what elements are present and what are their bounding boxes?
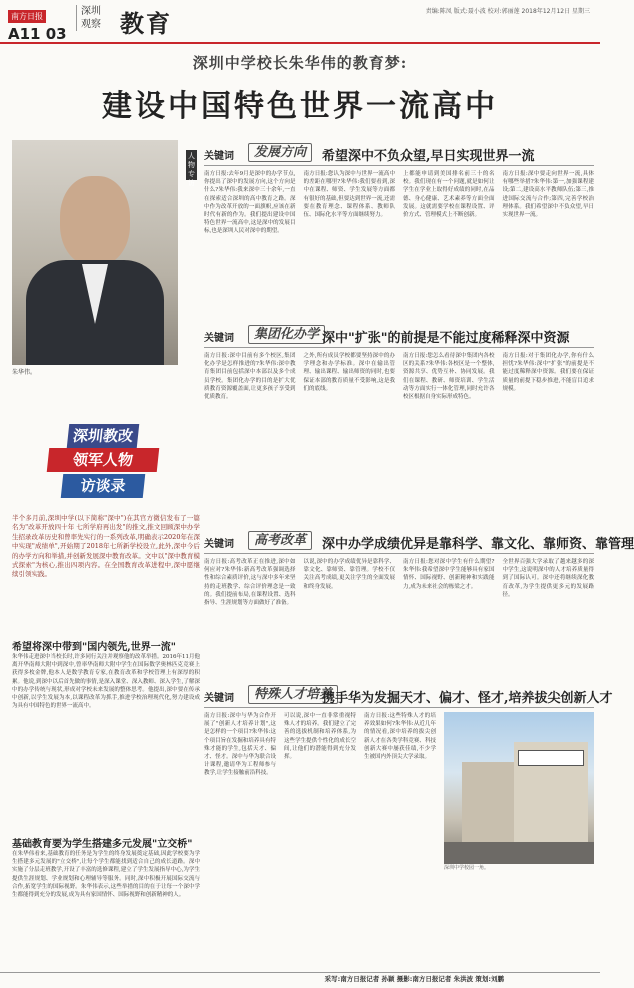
- section-name: 教育: [120, 9, 172, 38]
- column-logo: 深圳教改 领军人物 访谈录: [48, 424, 158, 504]
- section-body: [204, 558, 594, 670]
- section-name-small: 深圳 观察: [76, 5, 116, 31]
- portrait-caption: 朱华伟。: [12, 369, 37, 376]
- page-number: A11 03: [8, 25, 67, 43]
- section-header: [204, 322, 594, 348]
- keyword-label: 关键词: [204, 333, 234, 344]
- body-column: 之外,所有成员学校都要坚持深中的办学理念和办学标准。深中在输出管理、输出课程、输出师资的同时,也要保证本部的教育质量不受影响,这是我们的底线。: [303, 353, 395, 392]
- kicker: 深圳中学校长朱华伟的教育梦:: [192, 54, 408, 72]
- keyword-box: 特殊人才培养: [248, 685, 338, 704]
- editor-meta: 责编:陈凤 版式:聂小波 校对:郭丽莲 2018年12月12日 星期三: [425, 8, 590, 15]
- intro-paragraph: 半个多月前,深圳中学(以下简称"深中")在其官方微信发布了一篇名为"改革开放四十年 七所学府再出发"的推文,推文回顾深中办学生招录改革历史和曾率先实行的一系列改革,明确表示2020年在深中实现"成绩单",开始期了2018年七所新学校设立,此外,深中今后的办学方向和举措,并创新发展深中教育改革。文中以"深中教育模式探索"为核心,推出四项内容。在全国教育改革进程中,深中愿继续引领实践。: [12, 514, 200, 579]
- main-title: 建设中国特色世界一流高中: [102, 89, 498, 124]
- body-column: 南方日报:深中与华为合作开展了"创新人才培养计划",这是怎样的一个项目?朱华伟:这个项目旨在发掘和培养具有特殊才能的学生,包括天才、偏才、怪才。深中与华为联合设计课程,邀请华为工程师参与教学,让学生接触前沿科技。: [204, 713, 276, 777]
- keyword-label: 关键词: [204, 539, 234, 550]
- body-column: 南方日报:高考改革正在推进,深中如何应对?朱华伟:新高考改革强调选择性和综合素质评价,这与深中多年来坚持的走班教学、综合评价理念是一致的。我们提前布局,在课程设置、选科指导、生涯规划等方面做好了准备。: [204, 559, 296, 607]
- photo-column: [444, 712, 594, 982]
- body-column: 南方日报:您怎么看待深中集团内各校区的关系?朱华伟:各校区是一个整体,资源共享、优势互补、协同发展。我们在课程、教研、师资培训、学生活动等方面实行一体化管理,同时允许各校区根据自身实际形成特色。: [403, 353, 495, 401]
- headline: [0, 52, 600, 132]
- body-column: 南方日报:您认为深中与世界一流高中的差距在哪里?朱华伟:我们要看到,深中在课程、师资、学生发展等方面都有很好的基础,但要达到世界一流,还需要在教育理念、课程体系、教师队伍、国际化水平等方面继续努力。: [303, 171, 395, 219]
- keyword-label: 关键词: [204, 151, 234, 162]
- section-title: 深中办学成绩优异是靠科学、靠文化、靠师资、靠管理: [322, 537, 634, 552]
- section-title: 希望深中不负众望,早日实现世界一流: [322, 149, 535, 164]
- section-body: [204, 352, 594, 517]
- body-column: 南方日报:去年9月是深中的办学节点,你提出了深中的发展方向,这个方向是什么?朱华伟:我来深中三十余年,一直在探索适合深圳的高中教育之路。深中作为改革开放的一面旗帜,应该在新时代有新的作为。我们提出建设中国特色世界一流高中,这是深中的发展目标,也是深圳人民对深中的期望。: [204, 171, 296, 235]
- section-body: [204, 170, 594, 288]
- section-title: 深中"扩张"的前提是不能过度稀释深中资源: [322, 331, 570, 346]
- subheading: 基础教育要为学生搭建多元发展"立交桥": [12, 839, 193, 850]
- credits: 采写:南方日报记者 孙颖 摄影:南方日报记者 朱洪波 策划:刘鹏: [324, 975, 504, 983]
- section-gaokao-reform: [204, 528, 634, 670]
- body-paragraph: 朱华伟走进深中当校长时,许多同行关注并观察他的改革举措。2016年11月他离开华南师大附中到深中,曾率华南师大附中学生在国际数学奥林匹克竞赛上获得多枚金牌,他本人是数学教育专家,在教育改革和学校管理上有深厚的积累。他说,到深中以后首先做的事情,是深入课堂、深入教师、深入学生,了解深中的办学传统与现状,形成对学校未来发展的整体思考。他提出,深中要在传承中创新,以学生发展为本,以课程改革为抓手,推进学校治理现代化,努力建设成为具有中国特色的世界一流高中。: [12, 654, 200, 710]
- masthead: [0, 0, 600, 44]
- body-column: 南方日报:深中要走向世界一流,具体有哪些举措?朱华伟:第一,加强课程建设;第二,建设高水平教师队伍;第三,推进国际交流与合作;第四,完善学校治理体系。我们希望深中不负众望,早日实现世界一流。: [502, 171, 594, 219]
- footer: [0, 972, 600, 985]
- section-header: [204, 682, 613, 708]
- section-title: 携手华为发掘天才、偏才、怪才,培养拔尖创新人才: [322, 691, 613, 706]
- campus-photo: [444, 712, 594, 864]
- section-group-schooling: [204, 322, 594, 517]
- section-header: [204, 140, 594, 166]
- keyword-box: 集团化办学: [248, 325, 325, 344]
- left-column: [12, 140, 200, 988]
- body-paragraph: 在朱华伟看来,基础教育的任务是为学生的终身发展奠定基础,因此学校要为学生搭建多元发展的"立交桥",让每个学生都能找到适合自己的成长道路。深中实施了分层走班教学,开设了丰富的选修课程,建立了学生发展指导中心,为学生提供生涯规划、学业规划和心理辅导等服务。同时,深中积极开展国际交流与合作,拓宽学生的国际视野。朱华伟表示,这些举措的目的在于让每一个深中学生都能得到充分的发展,成为具有家国情怀、国际视野和创新精神的人。: [12, 851, 200, 899]
- keyword-label: 关键词: [204, 693, 234, 704]
- column-tag: 人物专访: [188, 152, 195, 187]
- body-column: 南方日报:深中目前有多个校区,集团化办学是怎样推进的?朱华伟:深中教育集团目前包括深中本部以及多个成员学校。集团化办学的目的是扩大优质教育资源覆盖面,让更多孩子享受到优质教育。: [204, 353, 296, 401]
- subheading: 希望将深中带到"国内领先,世界一流": [12, 642, 176, 653]
- keyword-box: 发展方向: [248, 143, 312, 162]
- body-column: 上都能申请到美国排名前三十的名校。我们现在有一个问题,就是如何让学生在学业上取得好成绩的同时,在品德、身心健康、艺术素养等方面全面发展。这就需要学校在课程设置、评价方式、管理模式上不断创新。: [403, 171, 495, 219]
- section-body: [204, 712, 594, 982]
- section-development: [204, 140, 594, 288]
- newspaper-logo: 南方日报: [8, 10, 46, 23]
- body-column: 南方日报:对于集团化办学,你有什么担忧?朱华伟:深中"扩张"的前提是不能过度稀释深中资源。我们要在保证质量的前提下稳步推进,不能盲目追求规模。: [502, 353, 594, 392]
- portrait-photo: [12, 140, 178, 365]
- body-column: 以说,深中的办学成绩优异是靠科学、靠文化、靠师资、靠管理。学校不仅关注高考成绩,更关注学生的全面发展和终身发展。: [303, 559, 395, 590]
- body-column: 可以说,深中一直非常重视特殊人才的培养。我们建立了完善的选拔机制和培养体系,为这些学生提供个性化的成长空间,让他们的潜能得到充分发挥。: [284, 713, 356, 761]
- section-talent-cultivation: [204, 682, 613, 982]
- section-header: [204, 528, 634, 554]
- body-column: 全世界百强大学录取了越来越多的深中学生,这说明深中的人才培养质量得到了国际认可。深中还将继续深化教育改革,为学生提供更多元的发展路径。: [502, 559, 594, 598]
- keyword-box: 高考改革: [248, 531, 312, 550]
- body-column: 南方日报:您对深中学生有什么期望?朱华伟:我希望深中学生能够具有家国情怀、国际视野、创新精神和实践能力,成为未来社会的栋梁之才。: [403, 559, 495, 590]
- campus-photo-caption: 深圳中学校园一角。: [444, 865, 490, 871]
- body-column: 南方日报:这些特殊人才的培养效果如何?朱华伟:从近几年的情况看,深中培养的拔尖创新人才在各类学科竞赛、科技创新大赛中屡获佳绩,不少学生被国内外顶尖大学录取。: [364, 713, 436, 761]
- brand: [8, 4, 76, 43]
